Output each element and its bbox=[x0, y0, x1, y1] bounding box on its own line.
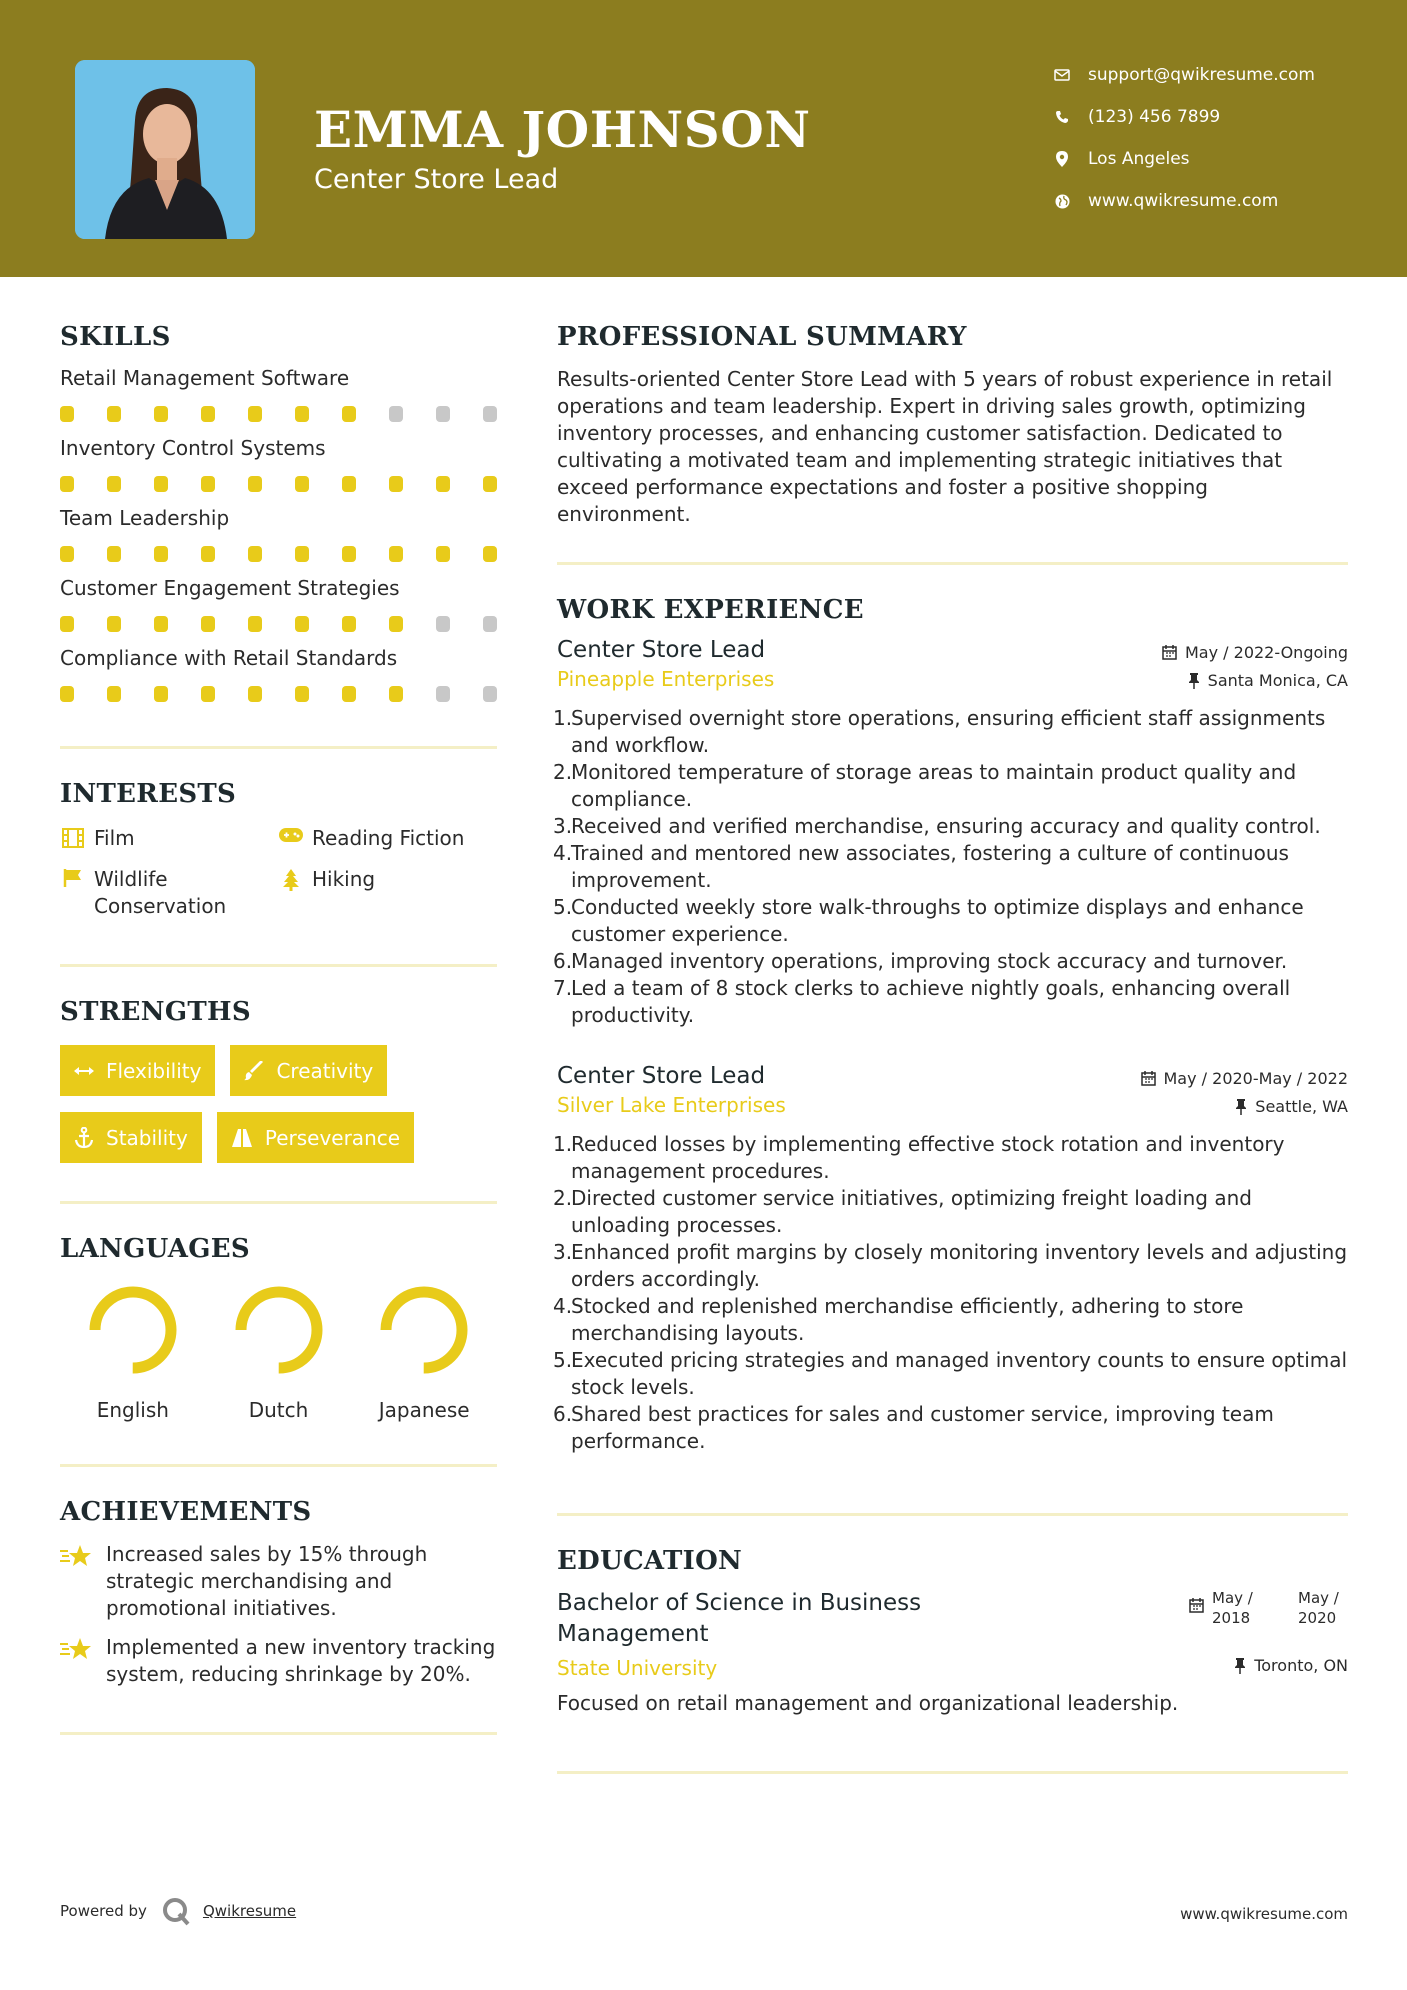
job-entry bbox=[553, 637, 1348, 1029]
list-item: 6. Shared best practices for sales and customer service, improving team performance. bbox=[553, 1402, 1274, 1453]
skill-item bbox=[60, 646, 497, 702]
qwikresume-logo-icon bbox=[161, 1896, 191, 1926]
experience-section bbox=[553, 595, 1348, 1455]
skill-rating-dot bbox=[201, 476, 215, 492]
skill-rating-dot bbox=[154, 476, 168, 492]
divider bbox=[557, 1771, 1348, 1774]
skill-rating-dot bbox=[60, 616, 74, 632]
education-location: Toronto, ON bbox=[1234, 1656, 1348, 1675]
job-responsibilities bbox=[553, 705, 1348, 1029]
tree-icon bbox=[278, 866, 304, 891]
interest-item: Hiking bbox=[278, 866, 497, 920]
list-item: 2. Monitored temperature of storage areas to maintain product quality and compliance. bbox=[553, 760, 1297, 811]
skill-rating-dot bbox=[342, 476, 356, 492]
shooting-star-icon bbox=[60, 1541, 94, 1622]
skill-rating-dot bbox=[107, 406, 121, 422]
footer-powered-by: Powered by Qwikresume bbox=[60, 1896, 296, 1926]
language-level-ring bbox=[378, 1284, 470, 1376]
film-icon bbox=[60, 825, 86, 848]
globe-icon bbox=[1050, 194, 1074, 209]
education-start: May / 2018 bbox=[1212, 1589, 1253, 1627]
language-item bbox=[60, 1284, 206, 1422]
skill-rating-dot bbox=[342, 546, 356, 562]
skill-rating-dot bbox=[60, 406, 74, 422]
list-item: 5. Conducted weekly store walk-throughs to optimize displays and enhance customer experience. bbox=[553, 895, 1304, 946]
pushpin-icon bbox=[1235, 1099, 1247, 1115]
skill-rating-dot bbox=[107, 686, 121, 702]
skill-rating-dot bbox=[295, 686, 309, 702]
education-dates bbox=[1189, 1588, 1348, 1628]
divider bbox=[60, 1201, 497, 1204]
strength-tag: Perseverance bbox=[217, 1112, 414, 1163]
calendar-icon bbox=[1162, 645, 1177, 660]
job-entry bbox=[553, 1063, 1348, 1455]
skill-rating-dot bbox=[248, 406, 262, 422]
location-pin-icon bbox=[1050, 151, 1074, 167]
skill-rating-dot bbox=[154, 686, 168, 702]
flag-icon bbox=[60, 866, 86, 887]
skill-rating-dot bbox=[342, 686, 356, 702]
language-name: Japanese bbox=[378, 1398, 470, 1422]
footer-website[interactable]: www.qwikresume.com bbox=[1180, 1905, 1348, 1923]
achievement-item: Increased sales by 15% through strategic merchandising and promotional initiatives. bbox=[60, 1541, 497, 1622]
calendar-icon bbox=[1189, 1588, 1204, 1613]
strength-tag: Creativity bbox=[230, 1045, 387, 1096]
skills-section bbox=[60, 322, 497, 702]
language-level-arc bbox=[386, 1292, 462, 1368]
skill-name: Compliance with Retail Standards bbox=[60, 646, 398, 670]
shooting-star-icon bbox=[60, 1634, 94, 1688]
skill-rating-dot bbox=[60, 546, 74, 562]
skill-rating-dot bbox=[436, 686, 450, 702]
skill-rating-dot bbox=[60, 686, 74, 702]
pushpin-icon bbox=[1234, 1658, 1246, 1674]
skill-rating-dot bbox=[342, 406, 356, 422]
divider bbox=[60, 1732, 497, 1735]
skill-rating-dot bbox=[483, 406, 497, 422]
skill-item bbox=[60, 506, 497, 562]
skill-rating bbox=[60, 476, 497, 492]
skill-rating-dot bbox=[389, 546, 403, 562]
contact-info bbox=[1050, 54, 1370, 222]
divider bbox=[557, 1513, 1348, 1516]
skill-rating-dot bbox=[483, 476, 497, 492]
paintbrush-icon bbox=[244, 1061, 264, 1081]
skill-rating-dot bbox=[248, 616, 262, 632]
gamepad-icon bbox=[278, 825, 304, 842]
skill-rating-dot bbox=[295, 616, 309, 632]
skill-rating-dot bbox=[201, 616, 215, 632]
qwikresume-link[interactable]: Qwikresume bbox=[202, 1902, 297, 1920]
skill-rating-dot bbox=[248, 686, 262, 702]
skill-rating bbox=[60, 616, 497, 632]
road-icon bbox=[231, 1129, 253, 1147]
language-name: Dutch bbox=[248, 1398, 309, 1422]
skill-rating-dot bbox=[436, 616, 450, 632]
skill-rating-dot bbox=[154, 616, 168, 632]
education-end: May / 2020 bbox=[1298, 1589, 1339, 1627]
job-title: Center Store Lead bbox=[557, 637, 766, 663]
education-section bbox=[557, 1546, 1348, 1717]
anchor-icon bbox=[74, 1127, 94, 1149]
list-item: 4. Trained and mentored new associates, fostering a culture of continuous improvement. bbox=[553, 841, 1289, 892]
interest-item: Wildlife Conservation bbox=[60, 866, 278, 920]
skill-rating-dot bbox=[436, 546, 450, 562]
calendar-icon bbox=[1141, 1071, 1156, 1086]
list-item: 3. Enhanced profit margins by closely monitoring inventory levels and adjusting orders accordingly. bbox=[553, 1240, 1348, 1291]
skill-rating-dot bbox=[436, 476, 450, 492]
skill-rating bbox=[60, 406, 497, 422]
strengths-section bbox=[60, 997, 497, 1163]
right-column bbox=[553, 322, 1348, 1774]
job-responsibilities bbox=[553, 1131, 1348, 1455]
skill-name: Inventory Control Systems bbox=[60, 436, 326, 460]
skill-rating-dot bbox=[389, 406, 403, 422]
list-item: 7. Led a team of 8 stock clerks to achieve nightly goals, enhancing overall productivity. bbox=[553, 976, 1291, 1027]
skill-rating-dot bbox=[389, 476, 403, 492]
summary-text: Results-oriented Center Store Lead with 5 years of robust experience in retail operations and team leadership. Expert in driving sales growth, optimizing inventory processes, and enhancing customer satisfaction. Dedicated to cultivating a motivated team and implementing strategic initiatives that exceed performance expectations and foster a positive shopping environment. bbox=[557, 367, 1333, 526]
summary-section bbox=[557, 322, 1348, 528]
degree-title: Bachelor of Science in Business Management bbox=[557, 1590, 922, 1647]
skill-rating-dot bbox=[201, 406, 215, 422]
skill-rating-dot bbox=[154, 406, 168, 422]
company-name: Pineapple Enterprises bbox=[557, 667, 775, 691]
skill-rating-dot bbox=[483, 686, 497, 702]
skill-rating bbox=[60, 686, 497, 702]
skill-item bbox=[60, 436, 497, 492]
divider bbox=[557, 562, 1348, 565]
contact-phone[interactable]: (123) 456 7899 bbox=[1050, 96, 1370, 138]
interests-section bbox=[60, 779, 497, 920]
profile-photo bbox=[75, 60, 255, 239]
skill-rating bbox=[60, 546, 497, 562]
candidate-name: EMMA JOHNSON bbox=[314, 100, 811, 159]
job-location: Seattle, WA bbox=[1235, 1093, 1348, 1116]
job-dates: May / 2022-Ongoing bbox=[1162, 637, 1348, 662]
left-column bbox=[60, 322, 497, 1735]
achievements-section bbox=[60, 1497, 497, 1688]
skill-name: Retail Management Software bbox=[60, 366, 350, 390]
language-level-arc bbox=[95, 1292, 171, 1368]
skill-rating-dot bbox=[342, 616, 356, 632]
skill-name: Team Leadership bbox=[60, 506, 230, 530]
interest-item: Reading Fiction bbox=[278, 825, 497, 852]
skill-rating-dot bbox=[483, 616, 497, 632]
education-heading: EDUCATION bbox=[557, 1546, 743, 1576]
achievements-heading: ACHIEVEMENTS bbox=[60, 1497, 312, 1527]
interest-item: Film bbox=[60, 825, 278, 852]
skill-rating-dot bbox=[60, 476, 74, 492]
strength-tag: Stability bbox=[60, 1112, 202, 1163]
language-level-ring bbox=[87, 1284, 179, 1376]
phone-icon bbox=[1050, 110, 1074, 124]
strengths-heading: STRENGTHS bbox=[60, 997, 251, 1027]
skill-rating-dot bbox=[295, 476, 309, 492]
company-name: Silver Lake Enterprises bbox=[557, 1093, 786, 1117]
contact-website[interactable]: www.qwikresume.com bbox=[1050, 180, 1370, 222]
list-item: 4. Stocked and replenished merchandise efficiently, adhering to store merchandising layouts. bbox=[553, 1294, 1244, 1345]
skill-rating-dot bbox=[483, 546, 497, 562]
list-item: 6. Managed inventory operations, improving stock accuracy and turnover. bbox=[553, 949, 1288, 973]
job-dates: May / 2020-May / 2022 bbox=[1141, 1063, 1349, 1088]
list-item: 2. Directed customer service initiatives, optimizing freight loading and unloading processes. bbox=[553, 1186, 1252, 1237]
divider bbox=[60, 746, 497, 749]
skill-rating-dot bbox=[201, 546, 215, 562]
summary-heading: PROFESSIONAL SUMMARY bbox=[557, 322, 967, 352]
strength-tag: Flexibility bbox=[60, 1045, 215, 1096]
skill-rating-dot bbox=[107, 476, 121, 492]
candidate-title: Center Store Lead bbox=[314, 164, 559, 195]
list-item: 5. Executed pricing strategies and managed inventory counts to ensure optimal stock levels. bbox=[553, 1348, 1348, 1399]
languages-section bbox=[60, 1234, 497, 1422]
skill-rating-dot bbox=[436, 406, 450, 422]
language-item bbox=[206, 1284, 352, 1422]
language-item bbox=[351, 1284, 497, 1422]
skill-rating-dot bbox=[201, 686, 215, 702]
job-location: Santa Monica, CA bbox=[1188, 667, 1348, 690]
skill-rating-dot bbox=[295, 546, 309, 562]
list-item: 1. Supervised overnight store operations, ensuring efficient staff assignments and workflow. bbox=[553, 706, 1326, 757]
school-name: State University bbox=[557, 1656, 718, 1680]
divider bbox=[60, 964, 497, 967]
language-level-ring bbox=[233, 1284, 325, 1376]
skill-item bbox=[60, 576, 497, 632]
skill-rating-dot bbox=[107, 546, 121, 562]
language-level-arc bbox=[241, 1292, 317, 1368]
job-title: Center Store Lead bbox=[557, 1063, 766, 1089]
interests-heading: INTERESTS bbox=[60, 779, 237, 809]
education-description: Focused on retail management and organizational leadership. bbox=[557, 1691, 1179, 1715]
envelope-icon bbox=[1050, 69, 1074, 81]
list-item: 1. Reduced losses by implementing effective stock rotation and inventory management procedures. bbox=[553, 1132, 1285, 1183]
skill-rating-dot bbox=[107, 616, 121, 632]
skill-rating-dot bbox=[248, 476, 262, 492]
skill-name: Customer Engagement Strategies bbox=[60, 576, 400, 600]
skill-rating-dot bbox=[154, 546, 168, 562]
skills-heading: SKILLS bbox=[60, 322, 171, 352]
skill-rating-dot bbox=[295, 406, 309, 422]
arrows-horizontal-icon bbox=[74, 1066, 94, 1076]
pushpin-icon bbox=[1188, 673, 1200, 689]
contact-location: Los Angeles bbox=[1050, 138, 1370, 180]
contact-email[interactable]: support@qwikresume.com bbox=[1050, 54, 1370, 96]
achievement-item: Implemented a new inventory tracking system, reducing shrinkage by 20%. bbox=[60, 1634, 497, 1688]
skill-rating-dot bbox=[248, 546, 262, 562]
language-name: English bbox=[96, 1398, 169, 1422]
list-item: 3. Received and verified merchandise, ensuring accuracy and quality control. bbox=[553, 814, 1321, 838]
experience-heading: WORK EXPERIENCE bbox=[557, 595, 864, 625]
divider bbox=[60, 1464, 497, 1467]
skill-item bbox=[60, 366, 497, 422]
languages-heading: LANGUAGES bbox=[60, 1234, 250, 1264]
skill-rating-dot bbox=[389, 686, 403, 702]
skill-rating-dot bbox=[389, 616, 403, 632]
resume-header bbox=[0, 0, 1407, 277]
